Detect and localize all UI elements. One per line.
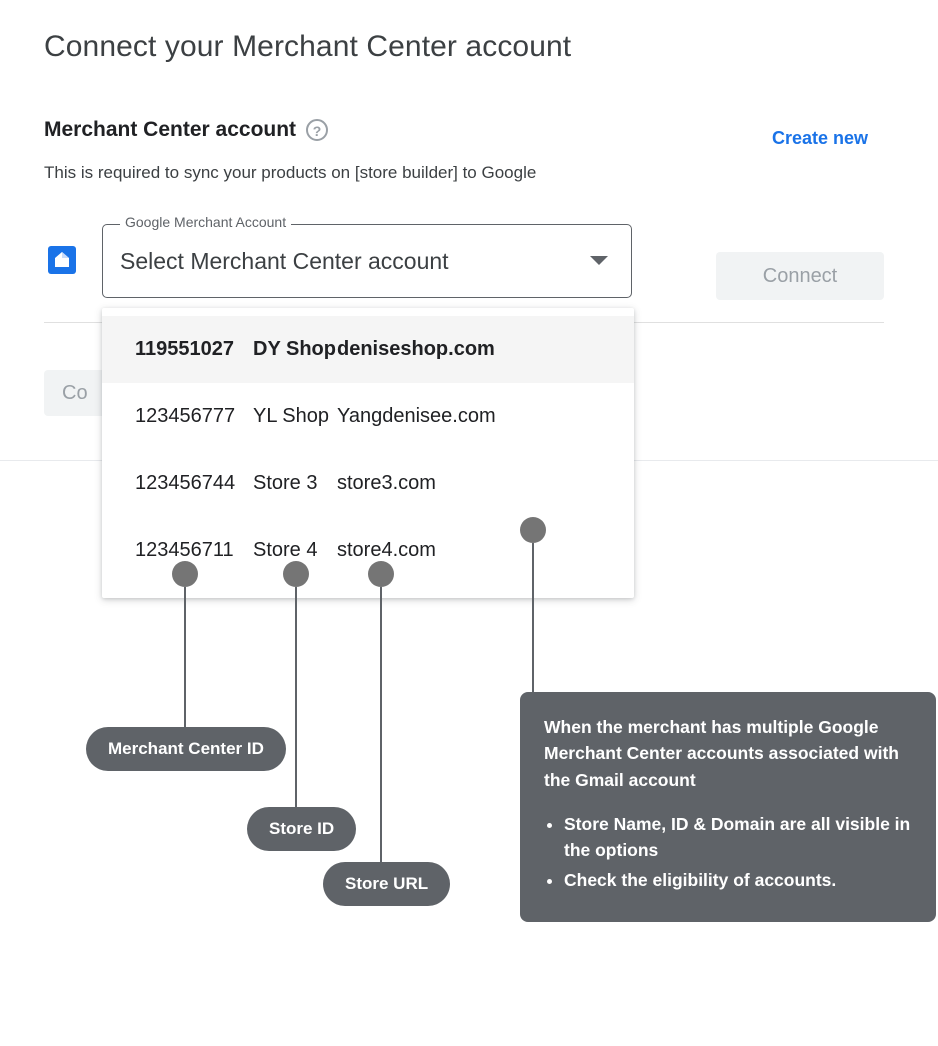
help-circle-icon[interactable]: ? [306, 119, 328, 141]
callout-line-store-id [295, 587, 297, 807]
merchant-account-dropdown[interactable] [102, 308, 634, 598]
merchant-center-id: 119551027 [135, 338, 235, 360]
secondary-button[interactable]: Co [44, 370, 204, 416]
callout-line-merchant-center-id [184, 587, 186, 727]
connect-button[interactable]: Connect [716, 252, 884, 300]
callout-line-note [532, 543, 534, 693]
callout-line-store-url [380, 587, 382, 862]
store-url: Yangdenisee.com [337, 405, 496, 427]
callout-store-id: Store ID [247, 807, 356, 851]
section-header [44, 118, 328, 142]
note-heading: When the merchant has multiple Google Merchant Center accounts associated with the Gmail account [544, 717, 899, 790]
merchant-center-id: 123456744 [135, 472, 236, 494]
store-name: DY Shop [253, 338, 336, 360]
list-item[interactable] [102, 316, 634, 383]
store-name: Store 4 [253, 539, 318, 561]
section-title: Merchant Center account [44, 118, 297, 141]
create-new-link[interactable]: Create new [771, 128, 868, 148]
callout-dot-note [520, 517, 546, 543]
store-name: YL Shop [253, 405, 329, 427]
merchant-center-icon [48, 246, 76, 274]
merchant-center-id: 123456777 [135, 405, 236, 427]
merchant-center-id: 123456711 [135, 539, 234, 561]
page-title: Connect your Merchant Center account [44, 30, 572, 63]
list-item[interactable] [102, 450, 634, 517]
callout-note-box [520, 692, 936, 922]
callout-dot-store-url [368, 561, 394, 587]
store-url: store4.com [337, 539, 436, 561]
store-url: store3.com [337, 472, 436, 494]
note-bullet: • Store Name, ID & Domain are all visible in the options [564, 811, 912, 864]
callout-store-url: Store URL [323, 862, 450, 906]
callout-merchant-center-id: Merchant Center ID [86, 727, 286, 771]
note-bullet: • Check the eligibility of accounts. [564, 867, 912, 893]
callout-dot-store-id [283, 561, 309, 587]
note-bullets [544, 811, 912, 894]
list-item[interactable] [102, 383, 634, 450]
merchant-account-select-value[interactable]: Select Merchant Center account [120, 248, 449, 274]
section-description: This is required to sync your products on [store builder] to Google [44, 163, 537, 182]
store-url: deniseshop.com [337, 338, 495, 360]
chevron-down-icon[interactable] [590, 256, 608, 265]
store-name: Store 3 [253, 472, 318, 494]
merchant-account-select-label: Google Merchant Account [120, 214, 291, 230]
callout-dot-merchant-center-id [172, 561, 198, 587]
